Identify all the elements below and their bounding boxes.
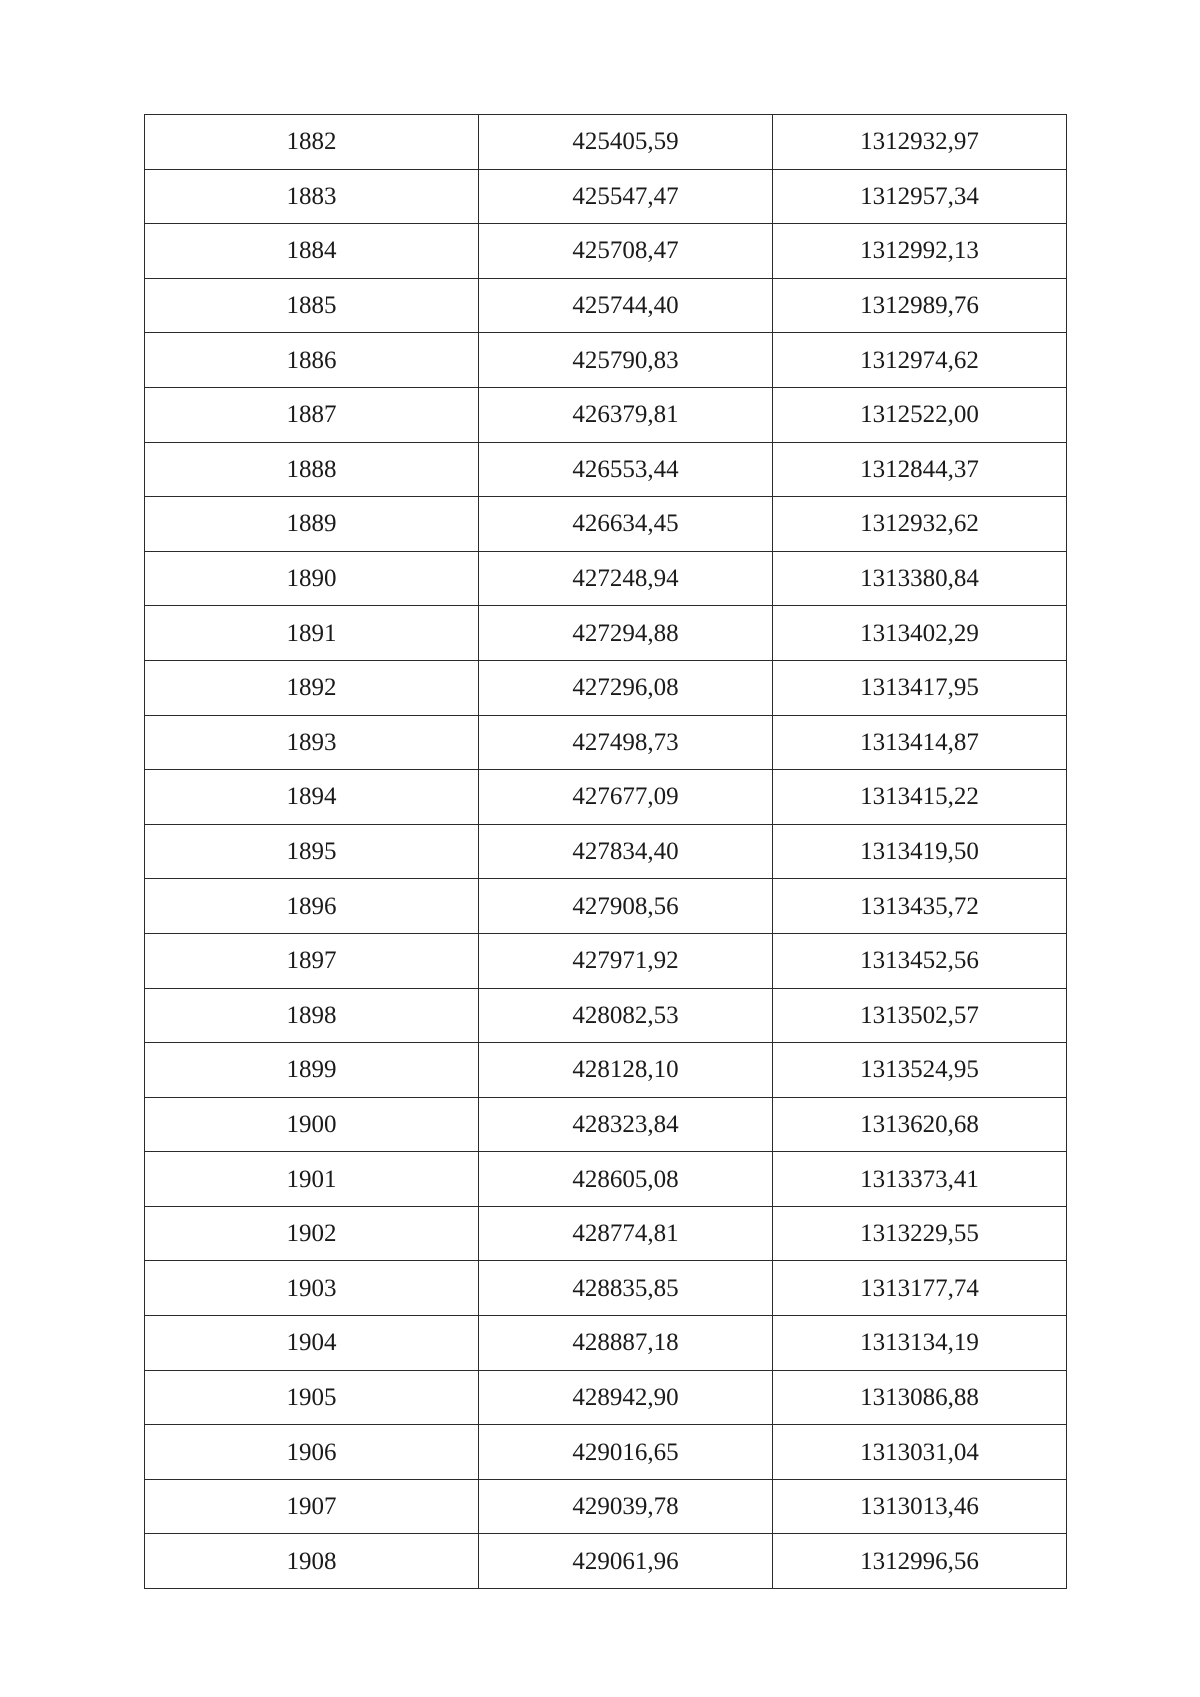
table-row (145, 1534, 1067, 1589)
x-coordinate-cell: 429016,65 (479, 1425, 773, 1480)
point-number-cell: 1902 (145, 1206, 479, 1261)
x-coordinate-cell: 427677,09 (479, 770, 773, 825)
point-number-cell: 1898 (145, 988, 479, 1043)
x-coordinate-cell: 425708,47 (479, 224, 773, 279)
y-coordinate-cell: 1313414,87 (773, 715, 1067, 770)
point-number-cell: 1901 (145, 1152, 479, 1207)
point-number-cell: 1905 (145, 1370, 479, 1425)
y-coordinate-cell: 1313229,55 (773, 1206, 1067, 1261)
x-coordinate-cell: 427834,40 (479, 824, 773, 879)
x-coordinate-cell: 427498,73 (479, 715, 773, 770)
y-coordinate-cell: 1313380,84 (773, 551, 1067, 606)
x-coordinate-cell: 429039,78 (479, 1479, 773, 1534)
y-coordinate-cell: 1313134,19 (773, 1316, 1067, 1371)
table-row (145, 1370, 1067, 1425)
table-row (145, 1152, 1067, 1207)
point-number-cell: 1884 (145, 224, 479, 279)
table-row (145, 715, 1067, 770)
table-row (145, 333, 1067, 388)
y-coordinate-cell: 1312957,34 (773, 169, 1067, 224)
y-coordinate-cell: 1312992,13 (773, 224, 1067, 279)
y-coordinate-cell: 1313013,46 (773, 1479, 1067, 1534)
x-coordinate-cell: 427971,92 (479, 933, 773, 988)
point-number-cell: 1907 (145, 1479, 479, 1534)
y-coordinate-cell: 1313419,50 (773, 824, 1067, 879)
y-coordinate-cell: 1313177,74 (773, 1261, 1067, 1316)
x-coordinate-cell: 425744,40 (479, 278, 773, 333)
table-row (145, 1043, 1067, 1098)
point-number-cell: 1893 (145, 715, 479, 770)
x-coordinate-cell: 425790,83 (479, 333, 773, 388)
x-coordinate-cell: 428128,10 (479, 1043, 773, 1098)
y-coordinate-cell: 1312974,62 (773, 333, 1067, 388)
y-coordinate-cell: 1312844,37 (773, 442, 1067, 497)
y-coordinate-cell: 1313031,04 (773, 1425, 1067, 1480)
table-row (145, 879, 1067, 934)
table-row (145, 606, 1067, 661)
point-number-cell: 1897 (145, 933, 479, 988)
y-coordinate-cell: 1313620,68 (773, 1097, 1067, 1152)
y-coordinate-cell: 1313402,29 (773, 606, 1067, 661)
table-row (145, 169, 1067, 224)
x-coordinate-cell: 428887,18 (479, 1316, 773, 1371)
point-number-cell: 1885 (145, 278, 479, 333)
table-row (145, 278, 1067, 333)
point-number-cell: 1899 (145, 1043, 479, 1098)
y-coordinate-cell: 1313373,41 (773, 1152, 1067, 1207)
table-row (145, 1206, 1067, 1261)
x-coordinate-cell: 426379,81 (479, 387, 773, 442)
coordinates-table-body (145, 115, 1067, 1589)
point-number-cell: 1887 (145, 387, 479, 442)
y-coordinate-cell: 1313435,72 (773, 879, 1067, 934)
x-coordinate-cell: 428942,90 (479, 1370, 773, 1425)
point-number-cell: 1894 (145, 770, 479, 825)
x-coordinate-cell: 427908,56 (479, 879, 773, 934)
point-number-cell: 1883 (145, 169, 479, 224)
table-row (145, 988, 1067, 1043)
x-coordinate-cell: 428323,84 (479, 1097, 773, 1152)
coordinates-table (144, 114, 1067, 1589)
point-number-cell: 1908 (145, 1534, 479, 1589)
table-row (145, 551, 1067, 606)
table-row (145, 1097, 1067, 1152)
y-coordinate-cell: 1312522,00 (773, 387, 1067, 442)
table-row (145, 115, 1067, 170)
x-coordinate-cell: 425547,47 (479, 169, 773, 224)
table-row (145, 770, 1067, 825)
table-row (145, 824, 1067, 879)
y-coordinate-cell: 1313086,88 (773, 1370, 1067, 1425)
y-coordinate-cell: 1313502,57 (773, 988, 1067, 1043)
y-coordinate-cell: 1312932,97 (773, 115, 1067, 170)
point-number-cell: 1904 (145, 1316, 479, 1371)
y-coordinate-cell: 1313452,56 (773, 933, 1067, 988)
x-coordinate-cell: 428082,53 (479, 988, 773, 1043)
x-coordinate-cell: 427296,08 (479, 660, 773, 715)
point-number-cell: 1889 (145, 497, 479, 552)
y-coordinate-cell: 1313524,95 (773, 1043, 1067, 1098)
point-number-cell: 1891 (145, 606, 479, 661)
point-number-cell: 1906 (145, 1425, 479, 1480)
point-number-cell: 1896 (145, 879, 479, 934)
table-row (145, 1425, 1067, 1480)
point-number-cell: 1882 (145, 115, 479, 170)
y-coordinate-cell: 1313415,22 (773, 770, 1067, 825)
point-number-cell: 1900 (145, 1097, 479, 1152)
point-number-cell: 1892 (145, 660, 479, 715)
y-coordinate-cell: 1312932,62 (773, 497, 1067, 552)
table-row (145, 1479, 1067, 1534)
point-number-cell: 1888 (145, 442, 479, 497)
y-coordinate-cell: 1313417,95 (773, 660, 1067, 715)
table-row (145, 387, 1067, 442)
table-row (145, 442, 1067, 497)
y-coordinate-cell: 1312996,56 (773, 1534, 1067, 1589)
x-coordinate-cell: 426553,44 (479, 442, 773, 497)
point-number-cell: 1886 (145, 333, 479, 388)
table-row (145, 1316, 1067, 1371)
table-row (145, 933, 1067, 988)
table-row (145, 224, 1067, 279)
x-coordinate-cell: 426634,45 (479, 497, 773, 552)
x-coordinate-cell: 427294,88 (479, 606, 773, 661)
x-coordinate-cell: 428605,08 (479, 1152, 773, 1207)
x-coordinate-cell: 428835,85 (479, 1261, 773, 1316)
point-number-cell: 1895 (145, 824, 479, 879)
table-row (145, 1261, 1067, 1316)
x-coordinate-cell: 428774,81 (479, 1206, 773, 1261)
table-row (145, 660, 1067, 715)
point-number-cell: 1890 (145, 551, 479, 606)
x-coordinate-cell: 425405,59 (479, 115, 773, 170)
x-coordinate-cell: 429061,96 (479, 1534, 773, 1589)
table-row (145, 497, 1067, 552)
point-number-cell: 1903 (145, 1261, 479, 1316)
y-coordinate-cell: 1312989,76 (773, 278, 1067, 333)
x-coordinate-cell: 427248,94 (479, 551, 773, 606)
